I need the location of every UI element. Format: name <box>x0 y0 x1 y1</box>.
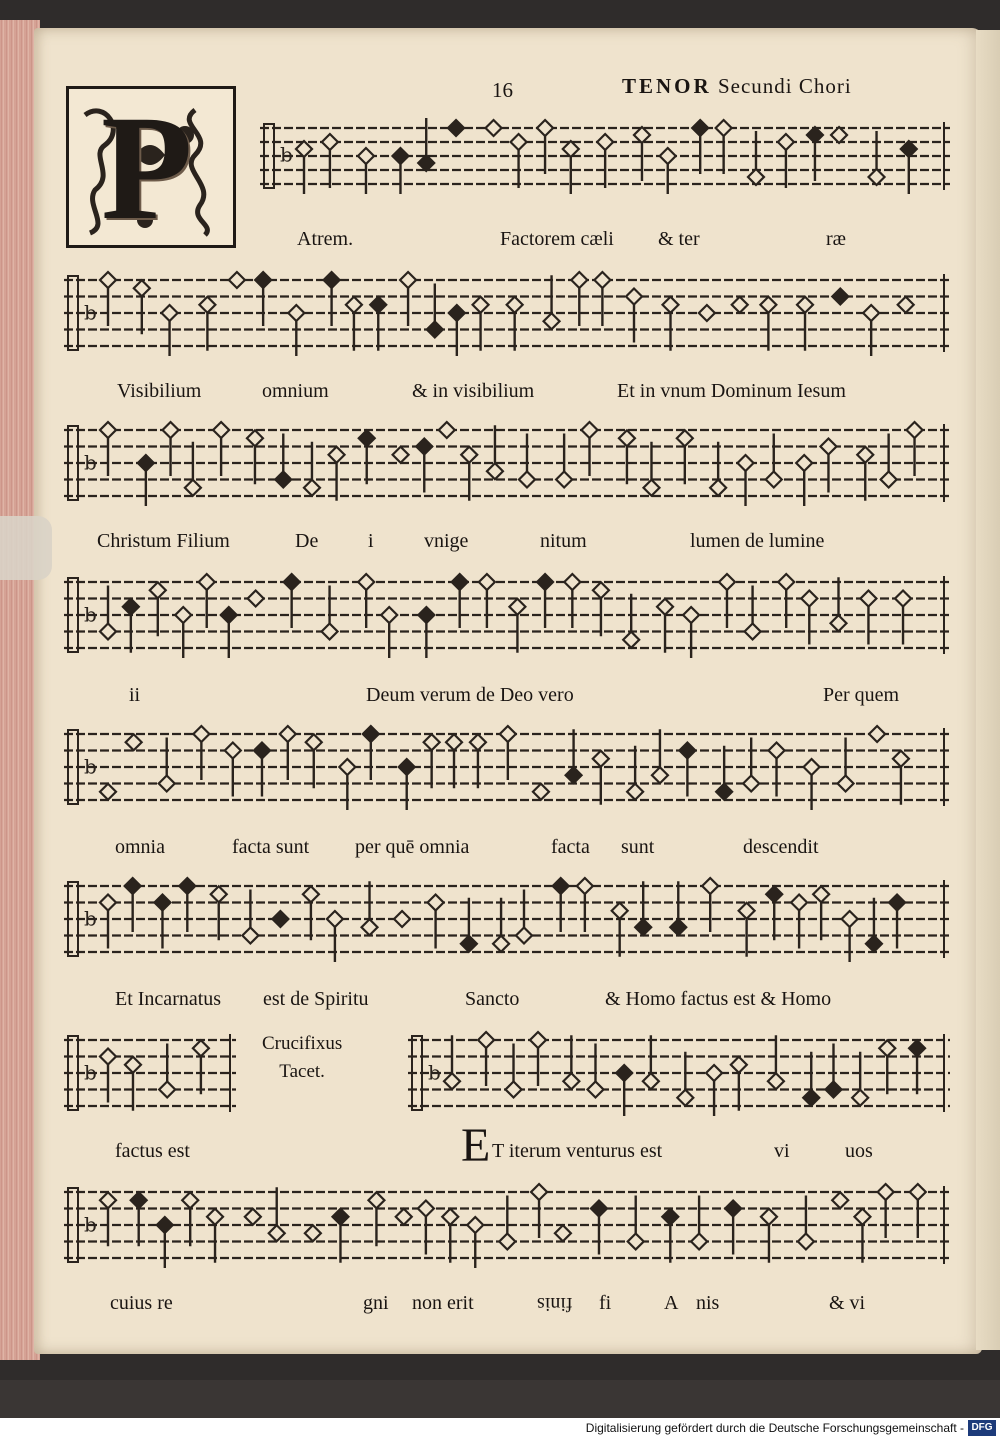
note-head <box>269 1187 285 1241</box>
note-head <box>478 1032 494 1086</box>
note-head <box>628 1196 644 1250</box>
note-head <box>813 886 829 940</box>
note-head <box>207 1209 223 1263</box>
note-head <box>362 881 378 935</box>
note-head <box>857 447 873 501</box>
lyric: omnium <box>262 380 329 402</box>
note-head <box>125 1057 141 1111</box>
note-head <box>304 442 320 496</box>
note-head <box>125 878 141 932</box>
note-head <box>860 591 876 645</box>
note-head <box>537 574 553 628</box>
svg-text:b: b <box>428 1060 441 1085</box>
note-head <box>519 434 535 488</box>
staff-5 <box>64 724 950 810</box>
lyric: De <box>295 530 319 552</box>
note-head <box>424 734 440 788</box>
note-head <box>634 127 650 181</box>
note-head <box>516 890 532 944</box>
note-head <box>242 890 258 944</box>
note-head <box>193 1040 209 1094</box>
note-head <box>229 272 245 288</box>
note-head <box>418 118 434 171</box>
note-head <box>766 886 782 940</box>
note-head <box>626 289 642 343</box>
note-head <box>359 430 375 484</box>
note-head <box>444 1035 460 1089</box>
staff-7a <box>64 1030 236 1116</box>
note-head <box>368 1192 384 1246</box>
note-head <box>832 289 848 305</box>
note-head <box>768 1035 784 1089</box>
note-head <box>427 284 443 338</box>
lyric: factus est <box>115 1140 190 1162</box>
note-head <box>910 1184 926 1238</box>
lyric: finis <box>537 1293 573 1315</box>
note-head <box>662 297 678 351</box>
note-head <box>370 297 386 351</box>
lyric: Et Incarnatus <box>115 988 222 1010</box>
lyric: per quē omnia <box>355 836 470 858</box>
lyric: Per quem <box>823 684 900 706</box>
note-head <box>893 751 909 805</box>
staff-3 <box>64 420 950 506</box>
note-head <box>486 120 502 136</box>
note-head <box>898 297 914 313</box>
note-head <box>830 577 846 631</box>
note-head <box>760 297 776 351</box>
note-head <box>691 1196 707 1250</box>
note-head <box>591 1201 607 1255</box>
note-head <box>163 422 179 476</box>
note-head <box>743 738 759 792</box>
note-head <box>553 878 569 932</box>
note-head <box>159 738 175 792</box>
lyric: & ter <box>658 228 700 250</box>
note-head <box>571 272 587 326</box>
note-head <box>363 726 379 780</box>
note-head <box>442 1209 458 1263</box>
note-head <box>643 442 659 496</box>
note-head <box>507 297 523 351</box>
note-head <box>394 911 410 927</box>
note-head <box>627 746 643 800</box>
lyric: descendit <box>743 836 819 858</box>
note-head <box>619 430 635 484</box>
footer-credit: Digitalisierung gefördert durch die Deutsche Forschungsgemeinschaft - <box>585 1421 964 1435</box>
note-head <box>778 134 794 188</box>
note-head <box>247 430 263 484</box>
note-head <box>692 120 708 174</box>
lyric: Atrem. <box>297 228 354 250</box>
note-head <box>798 1196 814 1250</box>
lyric: facta <box>551 836 590 858</box>
note-head <box>852 1052 868 1106</box>
note-head <box>878 1184 894 1238</box>
note-head <box>594 272 610 326</box>
lyric: cuius re <box>110 1292 173 1314</box>
note-head <box>284 574 300 628</box>
note-head <box>199 297 215 351</box>
note-head <box>699 305 715 321</box>
note-head <box>587 1044 603 1098</box>
note-head <box>134 280 150 334</box>
bookmark-clip <box>0 516 52 580</box>
note-head <box>506 1044 522 1098</box>
note-head <box>769 743 785 797</box>
note-head <box>225 743 241 797</box>
note-head <box>881 434 897 488</box>
note-head <box>556 434 572 488</box>
note-head <box>739 903 755 957</box>
staff-6 <box>64 876 950 962</box>
note-head <box>895 591 911 645</box>
lyric: Et in vnum Dominum Iesum <box>617 380 846 402</box>
svg-text:b: b <box>84 906 97 931</box>
note-head <box>670 881 686 935</box>
note-head <box>531 1184 547 1238</box>
note-head <box>623 594 639 648</box>
note-head <box>563 1035 579 1089</box>
note-head <box>803 1052 819 1106</box>
voice-name: TENOR <box>622 74 712 98</box>
note-head <box>131 1192 147 1246</box>
page-right-edge <box>976 30 1000 1350</box>
note-head <box>901 141 917 194</box>
note-head <box>248 591 264 607</box>
note-head <box>159 1044 175 1098</box>
note-head <box>179 878 195 932</box>
staff-2 <box>64 270 950 356</box>
note-head <box>581 422 597 476</box>
note-head <box>358 574 374 628</box>
note-head <box>254 743 270 797</box>
lyric: & Homo factus est & Homo <box>605 988 832 1010</box>
note-head <box>487 425 503 479</box>
note-head <box>185 442 201 496</box>
note-head <box>193 726 209 780</box>
note-head <box>825 1044 841 1098</box>
note-head <box>832 1192 848 1208</box>
note-head <box>418 1201 434 1255</box>
note-head <box>854 1209 870 1263</box>
note-head <box>500 726 516 780</box>
note-head <box>493 898 509 952</box>
note-head <box>288 305 304 356</box>
note-head <box>593 751 609 805</box>
note-head <box>303 886 319 940</box>
lyric: T iterum venturus est <box>492 1140 663 1162</box>
svg-text:b: b <box>84 1212 97 1237</box>
note-head <box>643 1035 659 1089</box>
note-head <box>778 574 794 628</box>
note-head <box>710 442 726 496</box>
note-head <box>272 911 288 927</box>
note-head <box>275 434 291 488</box>
lyric: Visibilium <box>117 380 202 402</box>
note-head <box>797 297 813 351</box>
note-head <box>533 784 549 800</box>
note-head <box>766 434 782 488</box>
note-head <box>869 726 885 742</box>
note-head <box>255 272 271 326</box>
tacet-note <box>262 1030 342 1086</box>
svg-text:b: b <box>84 450 97 475</box>
staff-7b <box>408 1030 950 1116</box>
note-head <box>428 895 444 949</box>
lyric: nitum <box>540 530 587 552</box>
lyric: Christum Filium <box>97 530 230 552</box>
note-head <box>100 422 116 476</box>
note-head <box>213 422 229 476</box>
note-head <box>807 127 823 181</box>
lyric: & in visibilium <box>412 380 535 402</box>
lyric: & vi <box>829 1292 866 1314</box>
note-head <box>702 878 718 932</box>
note-head <box>452 574 468 628</box>
note-head <box>393 447 409 463</box>
note-head <box>801 591 817 645</box>
note-head <box>566 729 582 783</box>
lyric: est de Spiritu <box>263 988 369 1010</box>
note-head <box>657 599 673 653</box>
lyric: omnia <box>115 836 165 858</box>
note-head <box>439 422 455 438</box>
note-head <box>324 272 340 326</box>
page-number: 16 <box>492 78 513 102</box>
note-head <box>820 439 836 493</box>
note-head <box>716 746 732 800</box>
note-head <box>446 734 462 788</box>
staff-8 <box>64 1182 950 1268</box>
note-head <box>869 131 885 185</box>
lyric: vnige <box>424 530 469 552</box>
note-head <box>448 120 464 136</box>
note-head <box>322 134 338 188</box>
note-head <box>245 1209 261 1225</box>
note-head <box>597 134 613 188</box>
staff-4 <box>64 572 950 658</box>
lyric: Deum verum de Deo vero <box>366 684 574 706</box>
lyric: sunt <box>621 836 655 858</box>
note-head <box>100 895 116 949</box>
note-head <box>889 895 905 949</box>
note-head <box>100 1192 116 1246</box>
lyric: uos <box>845 1140 873 1162</box>
note-head <box>791 895 807 949</box>
note-head <box>182 1192 198 1246</box>
note-head <box>530 1032 546 1086</box>
note-head <box>652 729 668 783</box>
note-head <box>612 903 628 957</box>
note-head <box>731 1057 747 1111</box>
svg-text:b: b <box>84 602 97 627</box>
lyric: facta sunt <box>232 836 310 858</box>
note-head <box>677 1052 693 1106</box>
lyric: nis <box>696 1292 720 1314</box>
note-head <box>473 297 489 351</box>
note-head <box>564 574 580 628</box>
note-head <box>396 1209 412 1225</box>
svg-text:b: b <box>84 300 97 325</box>
note-head <box>563 141 579 194</box>
note-head <box>100 1049 116 1103</box>
note-head <box>199 574 215 628</box>
note-head <box>725 1201 741 1255</box>
lyric: fi <box>599 1292 612 1314</box>
note-head <box>470 734 486 788</box>
note-head <box>831 127 847 143</box>
note-head <box>677 430 693 484</box>
note-head <box>719 574 735 628</box>
lyric: A <box>664 1292 679 1314</box>
note-head <box>577 878 593 932</box>
note-head <box>461 898 477 952</box>
lyric: ræ <box>826 228 846 250</box>
note-head <box>593 582 609 636</box>
staff-1 <box>260 118 950 194</box>
note-head <box>100 272 116 326</box>
note-head <box>211 886 227 940</box>
note-head <box>509 599 525 653</box>
large-initial-e: E <box>461 1119 491 1172</box>
note-head <box>555 1225 571 1241</box>
note-head <box>662 1209 678 1263</box>
note-head <box>716 120 732 174</box>
lyric: i <box>368 530 374 552</box>
svg-text:b: b <box>84 1060 97 1085</box>
note-head <box>329 447 345 501</box>
note-head <box>745 586 761 640</box>
svg-text:b: b <box>84 754 97 779</box>
note-head <box>346 297 362 351</box>
note-head <box>879 1040 895 1094</box>
note-head <box>679 743 695 797</box>
note-head <box>511 134 527 188</box>
note-head <box>100 586 116 640</box>
note-head <box>416 439 432 493</box>
note-head <box>907 422 923 476</box>
note-head <box>499 1196 515 1250</box>
note-head <box>126 734 142 750</box>
tacet-label: Tacet. <box>279 1061 325 1082</box>
svg-text:b: b <box>280 142 293 167</box>
note-head <box>322 586 338 640</box>
header-title <box>622 74 852 99</box>
note-head <box>838 738 854 792</box>
note-head <box>761 1209 777 1263</box>
tacet-title: Crucifixus <box>262 1033 343 1054</box>
note-head <box>804 759 820 810</box>
note-head <box>332 1209 348 1263</box>
note-head <box>150 582 166 636</box>
note-head <box>537 120 553 174</box>
initial-letter: P <box>101 85 193 251</box>
lyric: vi <box>774 1140 790 1162</box>
note-head <box>635 881 651 935</box>
note-head <box>296 141 312 194</box>
note-head <box>866 898 882 952</box>
note-head <box>280 726 296 780</box>
decorated-initial <box>66 85 236 251</box>
choir-name: Secundi Chori <box>717 74 852 98</box>
note-head <box>909 1040 925 1094</box>
lyric: gni <box>363 1292 389 1314</box>
note-head <box>306 734 322 788</box>
note-head <box>461 447 477 501</box>
note-head <box>154 895 170 949</box>
note-head <box>479 574 495 628</box>
note-head <box>748 131 764 185</box>
note-head <box>732 297 748 313</box>
lyric: Factorem cæli <box>500 228 614 250</box>
note-head <box>305 1225 321 1241</box>
lyric: lumen de lumine <box>690 530 825 552</box>
note-head <box>123 599 139 653</box>
dfg-logo-icon: DFG <box>968 1420 996 1436</box>
note-head <box>157 1217 173 1268</box>
lyric: ii <box>129 684 141 706</box>
note-head <box>544 275 560 329</box>
lyric: non erit <box>412 1292 474 1314</box>
note-head <box>400 272 416 326</box>
lyric: Sancto <box>465 988 520 1010</box>
note-head <box>100 784 116 800</box>
